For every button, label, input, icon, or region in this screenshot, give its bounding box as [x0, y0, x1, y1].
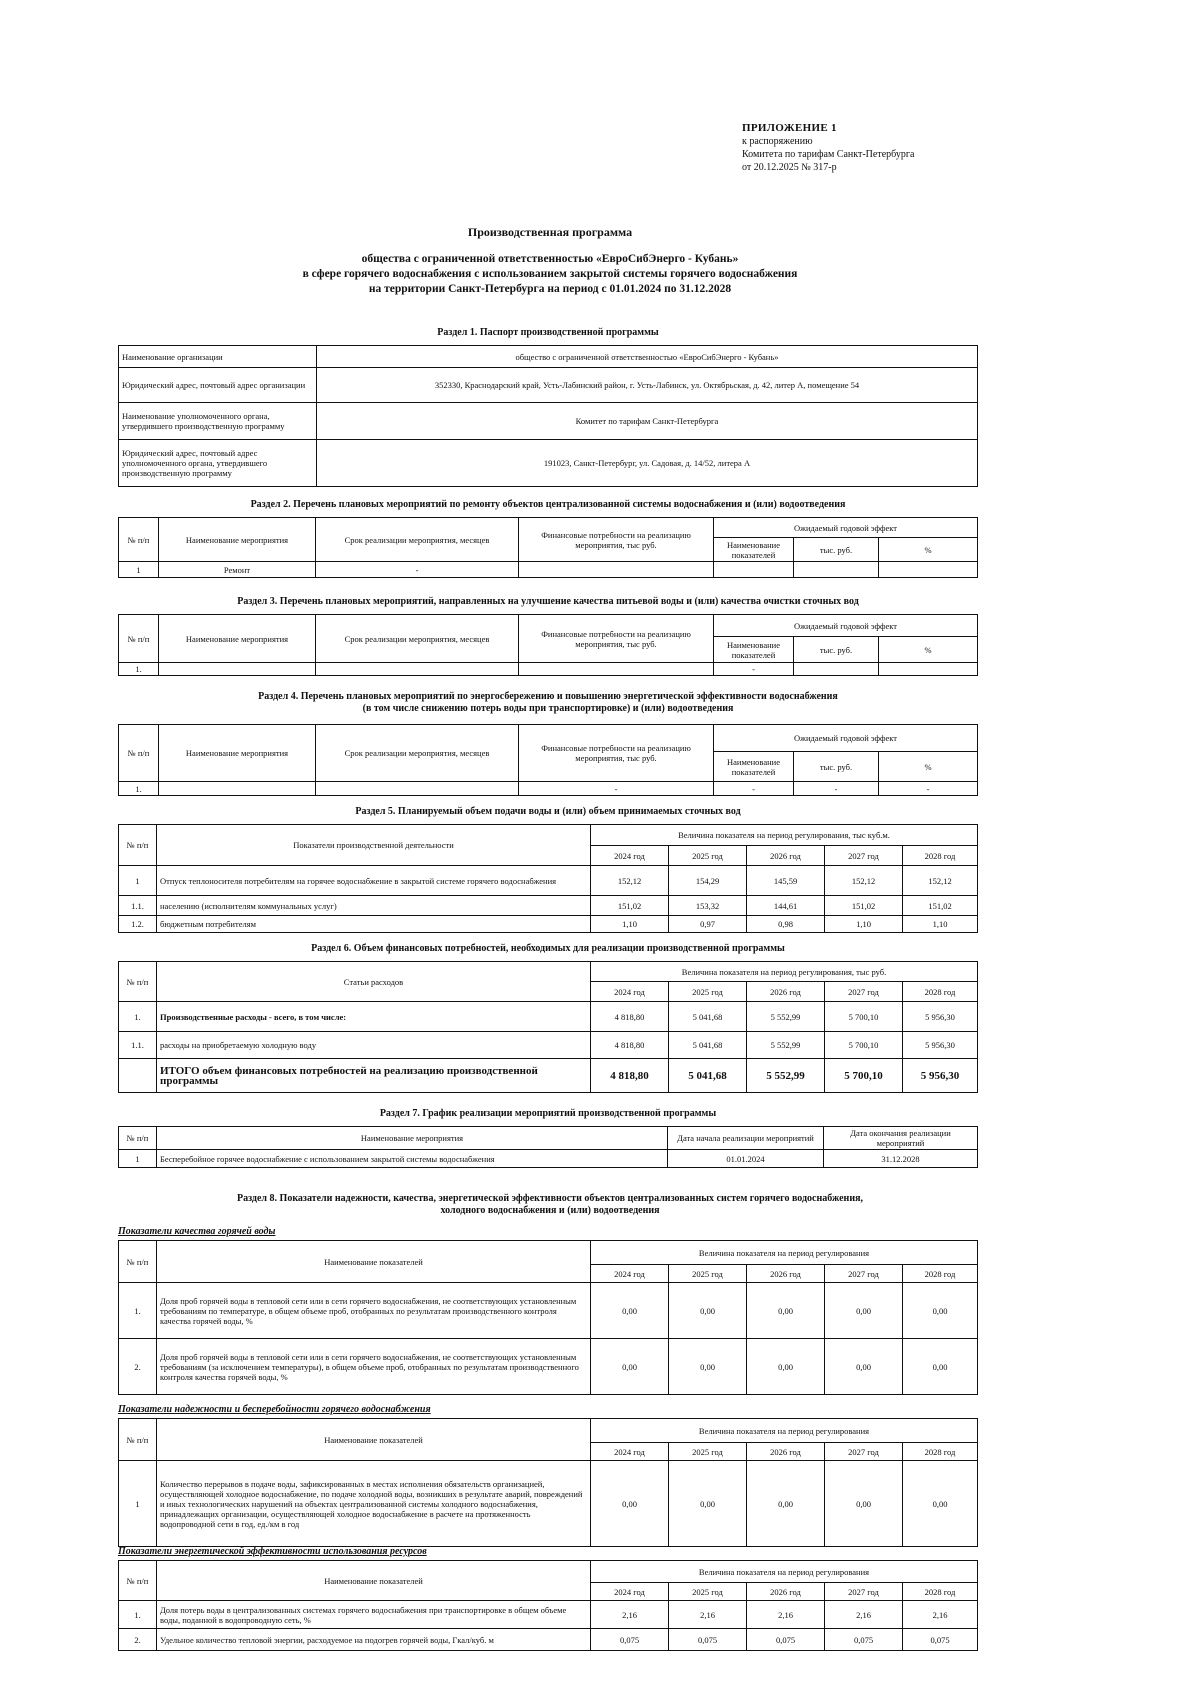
cell-total-value: 5 956,30	[903, 1059, 978, 1093]
table-row	[119, 1032, 978, 1059]
cell-num: 1.	[119, 663, 159, 676]
col-thousand: тыс. руб.	[794, 538, 879, 562]
cell-value: 5 552,99	[747, 1002, 825, 1032]
cell-num: 1	[119, 866, 157, 896]
cell-value: 0,00	[591, 1339, 669, 1395]
energy-table	[118, 1560, 978, 1651]
col-effect: Ожидаемый годовой эффект	[714, 615, 978, 637]
cell-value: 4 818,80	[591, 1032, 669, 1059]
section-5-title: Раздел 5. Планируемый объем подачи воды и (или) объем принимаемых сточных вод	[355, 806, 741, 817]
cell-value: 0,00	[669, 1339, 747, 1395]
appendix-title: ПРИЛОЖЕНИЕ 1	[742, 122, 837, 134]
energy-subtitle: Показатели энергетической эффективности использования ресурсов	[118, 1546, 427, 1557]
table-row	[119, 1601, 978, 1629]
document-title: Производственная программа	[467, 225, 633, 239]
cell-value: 1,10	[903, 916, 978, 933]
cell-value: 4 818,80	[591, 1002, 669, 1032]
passport-label: Наименование уполномоченного органа, утвердившего производственную программу	[119, 403, 317, 440]
subtitle-line: в сфере горячего водоснабжения с использованием закрытой системы горячего водоснабжения	[302, 268, 798, 280]
cell-num: 1.	[119, 782, 159, 796]
reliability-subtitle: Показатели надежности и бесперебойности горячего водоснабжения	[118, 1404, 431, 1415]
cell-value: 2,16	[591, 1601, 669, 1629]
table-row	[119, 1002, 978, 1032]
cell-value: 1,10	[825, 916, 903, 933]
col-event: Наименование мероприятия	[159, 725, 316, 782]
cell-value: 0,075	[591, 1629, 669, 1651]
table-row	[119, 403, 978, 440]
col-year: 2024 год	[591, 1583, 669, 1601]
cell-dash: -	[714, 663, 794, 676]
cell-dash: -	[519, 782, 714, 796]
cell-value: 151,02	[591, 896, 669, 916]
appendix-line: от 20.12.2025 № 317-р	[742, 162, 837, 173]
cell-value: 5 700,10	[825, 1002, 903, 1032]
cell-term: -	[316, 562, 519, 578]
col-year: 2025 год	[669, 1443, 747, 1461]
col-num: № п/п	[119, 962, 157, 1002]
cell-value: 0,075	[747, 1629, 825, 1651]
col-value: Величина показателя на период регулирования	[591, 1241, 978, 1265]
cell-name: Количество перерывов в подаче воды, зафиксированных в местах исполнения обязательств организацией, осуществляющей холодное водоснабжение, по подаче холодной воды, возникших в результате аварий, повреждений и иных технологических нарушений на объектах централизованной системы холодного водоснабжения, принадлежащих организации, осуществляющей холодное водоснабжение в расчете на протяженность водопроводной сети в год, ед./км в год	[157, 1461, 591, 1547]
col-indicator-name: Наименование показателей	[157, 1241, 591, 1283]
section-7-title: Раздел 7. График реализации мероприятий производственной программы	[379, 1108, 717, 1119]
cell-num: 1.	[119, 1002, 157, 1032]
document-subtitle	[0, 252, 1100, 297]
cell-value: 153,32	[669, 896, 747, 916]
cell-value: 0,00	[825, 1283, 903, 1339]
table-row	[119, 916, 978, 933]
cell-value: 0,97	[669, 916, 747, 933]
cell-value: 0,00	[747, 1283, 825, 1339]
table-row	[119, 1339, 978, 1395]
col-value: Величина показателя на период регулирования, тыс руб.	[591, 962, 978, 982]
cell-value: 0,00	[903, 1283, 978, 1339]
passport-value: 352330, Краснодарский край, Усть-Лабинский район, г. Усть-Лабинск, ул. Октябрьская, д. 42, литер А, помещение 54	[317, 368, 978, 403]
schedule-table	[118, 1126, 978, 1168]
col-term: Срок реализации мероприятия, месяцев	[316, 518, 519, 562]
passport-value: 191023, Санкт-Петербург, ул. Садовая, д. 14/52, литера А	[317, 440, 978, 487]
col-year: 2028 год	[903, 846, 978, 866]
repair-events-table	[118, 517, 978, 578]
subtitle-line: на территории Санкт-Петербурга на период с 01.01.2024 по 31.12.2028	[368, 283, 732, 295]
table-row	[119, 1150, 978, 1168]
cell-num: 1	[119, 1150, 157, 1168]
appendix-line: Комитета по тарифам Санкт-Петербурга	[742, 149, 915, 160]
table-row	[119, 440, 978, 487]
cell-name: Доля проб горячей воды в тепловой сети или в сети горячего водоснабжения, не соответствующих установленным требованиям по температуре, в общем объеме проб, отобранных по результатам производственного контроля качества горячей воды, %	[157, 1283, 591, 1339]
passport-label: Юридический адрес, почтовый адрес организации	[119, 368, 317, 403]
cell-start-date: 01.01.2024	[668, 1150, 824, 1168]
cell-name: Доля потерь воды в централизованных системах горячего водоснабжения при транспортировке в общем объеме воды, поданной в водопроводную сеть, %	[157, 1601, 591, 1629]
col-term: Срок реализации мероприятия, месяцев	[316, 725, 519, 782]
col-event: Наименование мероприятия	[159, 518, 316, 562]
col-num: № п/п	[119, 725, 159, 782]
col-value: Величина показателя на период регулирования	[591, 1561, 978, 1583]
col-indicator: Наименование показателей	[714, 637, 794, 663]
col-event-name: Наименование мероприятия	[157, 1127, 668, 1150]
cell-value: 0,98	[747, 916, 825, 933]
table-row	[119, 368, 978, 403]
cell-value: 0,00	[591, 1461, 669, 1547]
cell-value: 144,61	[747, 896, 825, 916]
col-effect: Ожидаемый годовой эффект	[714, 725, 978, 752]
cell-event: Ремонт	[159, 562, 316, 578]
cell-total-value: 5 041,68	[669, 1059, 747, 1093]
col-year: 2026 год	[747, 1443, 825, 1461]
col-year: 2026 год	[747, 1583, 825, 1601]
col-year: 2027 год	[825, 1443, 903, 1461]
cell-num: 1	[119, 1461, 157, 1547]
section-4-title	[118, 691, 978, 715]
cell-value: 152,12	[825, 866, 903, 896]
cell-num: 1.1.	[119, 1032, 157, 1059]
cell-value: 2,16	[825, 1601, 903, 1629]
section-8-title-line: Раздел 8. Показатели надежности, качества, энергетической эффективности объектов централизованных систем горячего водоснабжения,	[236, 1193, 863, 1204]
col-year: 2025 год	[669, 982, 747, 1002]
cell-value: 152,12	[903, 866, 978, 896]
cell-name: бюджетным потребителям	[157, 916, 591, 933]
table-row	[119, 663, 978, 676]
cell-value: 5 041,68	[669, 1032, 747, 1059]
cell-value: 152,12	[591, 866, 669, 896]
section-2-title: Раздел 2. Перечень плановых мероприятий по ремонту объектов централизованной системы водоснабжения и (или) водоотведения	[250, 499, 846, 510]
table-row	[119, 1629, 978, 1651]
col-year: 2026 год	[747, 846, 825, 866]
cell-value: 1,10	[591, 916, 669, 933]
cell-value: 0,00	[747, 1461, 825, 1547]
col-effect: Ожидаемый годовой эффект	[714, 518, 978, 538]
col-year: 2026 год	[747, 1265, 825, 1283]
col-year: 2025 год	[669, 846, 747, 866]
col-thousand: тыс. руб.	[794, 637, 879, 663]
cell-name: Бесперебойное горячее водоснабжение с использованием закрытой системы водоснабжения	[157, 1150, 668, 1168]
cell-dash: -	[714, 782, 794, 796]
section-4-title-line: (в том числе снижению потерь воды при транспортировке) и (или) водоотведения	[362, 703, 734, 714]
col-num: № п/п	[119, 825, 157, 866]
section-6-title: Раздел 6. Объем финансовых потребностей, необходимых для реализации производственной программы	[311, 943, 785, 954]
col-year: 2027 год	[825, 1265, 903, 1283]
col-finance: Финансовые потребности на реализацию мероприятия, тыс руб.	[519, 615, 714, 663]
col-year: 2028 год	[903, 982, 978, 1002]
col-num: № п/п	[119, 1241, 157, 1283]
cell-name: расходы на приобретаемую холодную воду	[157, 1032, 591, 1059]
col-year: 2027 год	[825, 1583, 903, 1601]
col-year: 2024 год	[591, 982, 669, 1002]
passport-label: Наименование организации	[119, 346, 317, 368]
table-row	[119, 346, 978, 368]
cell-value: 5 041,68	[669, 1002, 747, 1032]
cell-value: 0,00	[591, 1283, 669, 1339]
section-4-title-line: Раздел 4. Перечень плановых мероприятий по энергосбережению и повышению энергетической эффективности водоснабжения	[258, 691, 838, 702]
table-row	[119, 562, 978, 578]
cell-num: 1.1.	[119, 896, 157, 916]
section-1-title: Раздел 1. Паспорт производственной программы	[437, 327, 659, 338]
cell-value: 0,075	[825, 1629, 903, 1651]
cell-value: 151,02	[825, 896, 903, 916]
cell-value: 0,00	[825, 1339, 903, 1395]
cell-value: 5 956,30	[903, 1032, 978, 1059]
col-value: Величина показателя на период регулирования	[591, 1419, 978, 1443]
col-year: 2024 год	[591, 1443, 669, 1461]
col-percent: %	[879, 637, 978, 663]
col-num: № п/п	[119, 518, 159, 562]
col-percent: %	[879, 752, 978, 782]
quality-table	[118, 1240, 978, 1395]
cell-value: 2,16	[669, 1601, 747, 1629]
col-indicator-name: Наименование показателей	[157, 1561, 591, 1601]
col-finance: Финансовые потребности на реализацию мероприятия, тыс руб.	[519, 725, 714, 782]
col-year: 2028 год	[903, 1265, 978, 1283]
cell-num: 1.	[119, 1601, 157, 1629]
water-volume-table	[118, 824, 978, 933]
col-thousand: тыс. руб.	[794, 752, 879, 782]
col-year: 2025 год	[669, 1265, 747, 1283]
table-row	[119, 1461, 978, 1547]
cell-name: Доля проб горячей воды в тепловой сети или в сети горячего водоснабжения, не соответствующих установленным требованиям (за исключением температуры), в общем объеме проб, отобранных по результатам производственного контроля качества горячей воды, %	[157, 1339, 591, 1395]
quality-subtitle: Показатели качества горячей воды	[118, 1226, 276, 1237]
cell-name: Отпуск теплоносителя потребителям на горячее водоснабжение в закрытой системе горячего водоснабжения	[157, 866, 591, 896]
col-indicator: Наименование показателей	[714, 752, 794, 782]
cell-end-date: 31.12.2028	[824, 1150, 978, 1168]
cell-value: 0,00	[825, 1461, 903, 1547]
section-8-title-line: холодного водоснабжения и (или) водоотведения	[440, 1205, 660, 1216]
col-year: 2027 год	[825, 982, 903, 1002]
cell-value: 0,00	[903, 1339, 978, 1395]
reliability-table	[118, 1418, 978, 1547]
passport-table	[118, 345, 978, 487]
col-expense: Статьи расходов	[157, 962, 591, 1002]
table-row	[119, 866, 978, 896]
col-end-date: Дата окончания реализации мероприятий	[824, 1127, 978, 1150]
col-percent: %	[879, 538, 978, 562]
cell-num: 1	[119, 562, 159, 578]
cell-dash: -	[794, 782, 879, 796]
col-finance: Финансовые потребности на реализацию мероприятия, тыс руб.	[519, 518, 714, 562]
cell-value: 151,02	[903, 896, 978, 916]
cell-total-value: 5 552,99	[747, 1059, 825, 1093]
appendix-line: к распоряжению	[742, 136, 813, 147]
col-indicator: Наименование показателей	[714, 538, 794, 562]
col-indicator-name: Показатели производственной деятельности	[157, 825, 591, 866]
cell-value: 0,075	[903, 1629, 978, 1651]
cell-value: 154,29	[669, 866, 747, 896]
col-event: Наименование мероприятия	[159, 615, 316, 663]
cell-name: Удельное количество тепловой энергии, расходуемое на подогрев горячей воды, Гкал/куб. м	[157, 1629, 591, 1651]
col-year: 2024 год	[591, 846, 669, 866]
table-row	[119, 896, 978, 916]
cell-name: населению (исполнителям коммунальных услуг)	[157, 896, 591, 916]
table-row	[119, 782, 978, 796]
finance-table	[118, 961, 978, 1093]
col-num: № п/п	[119, 615, 159, 663]
table-row	[119, 1283, 978, 1339]
cell-name: Производственные расходы - всего, в том числе:	[157, 1002, 591, 1032]
energy-saving-events-table	[118, 724, 978, 796]
cell-num: 2.	[119, 1629, 157, 1651]
col-year: 2028 год	[903, 1583, 978, 1601]
cell-value: 0,00	[903, 1461, 978, 1547]
cell-value: 0,075	[669, 1629, 747, 1651]
cell-total-value: 4 818,80	[591, 1059, 669, 1093]
cell-value: 2,16	[903, 1601, 978, 1629]
cell-num: 2.	[119, 1339, 157, 1395]
cell-num: 1.2.	[119, 916, 157, 933]
col-start-date: Дата начала реализации мероприятий	[668, 1127, 824, 1150]
passport-label: Юридический адрес, почтовый адрес уполномоченного органа, утвердившего производственную программу	[119, 440, 317, 487]
col-term: Срок реализации мероприятия, месяцев	[316, 615, 519, 663]
col-indicator-name: Наименование показателей	[157, 1419, 591, 1461]
cell-value: 0,00	[669, 1283, 747, 1339]
cell-value: 5 552,99	[747, 1032, 825, 1059]
table-row-total	[119, 1059, 978, 1093]
subtitle-line: общества с ограниченной ответственностью «ЕвроСибЭнерго - Кубань»	[361, 253, 739, 265]
section-8-title	[110, 1193, 990, 1217]
cell-total-value: 5 700,10	[825, 1059, 903, 1093]
appendix-block	[742, 122, 914, 174]
cell-dash: -	[879, 782, 978, 796]
section-3-title: Раздел 3. Перечень плановых мероприятий, направленных на улучшение качества питьевой воды и (или) качества очистки сточных вод	[237, 596, 859, 607]
col-value: Величина показателя на период регулирования, тыс куб.м.	[591, 825, 978, 846]
cell-value: 145,59	[747, 866, 825, 896]
col-year: 2028 год	[903, 1443, 978, 1461]
col-num: № п/п	[119, 1561, 157, 1601]
cell-num: 1.	[119, 1283, 157, 1339]
passport-value: общество с ограниченной ответственностью «ЕвроСибЭнерго - Кубань»	[317, 346, 978, 368]
passport-value: Комитет по тарифам Санкт-Петербурга	[317, 403, 978, 440]
cell-value: 2,16	[747, 1601, 825, 1629]
cell-value: 0,00	[669, 1461, 747, 1547]
cell-value: 5 700,10	[825, 1032, 903, 1059]
cell-total-name: ИТОГО объем финансовых потребностей на реализацию производственной программы	[157, 1059, 591, 1093]
cell-value: 5 956,30	[903, 1002, 978, 1032]
col-num: № п/п	[119, 1419, 157, 1461]
col-year: 2025 год	[669, 1583, 747, 1601]
col-year: 2024 год	[591, 1265, 669, 1283]
col-year: 2026 год	[747, 982, 825, 1002]
cell-value: 0,00	[747, 1339, 825, 1395]
water-quality-events-table	[118, 614, 978, 676]
col-year: 2027 год	[825, 846, 903, 866]
col-num: № п/п	[119, 1127, 157, 1150]
